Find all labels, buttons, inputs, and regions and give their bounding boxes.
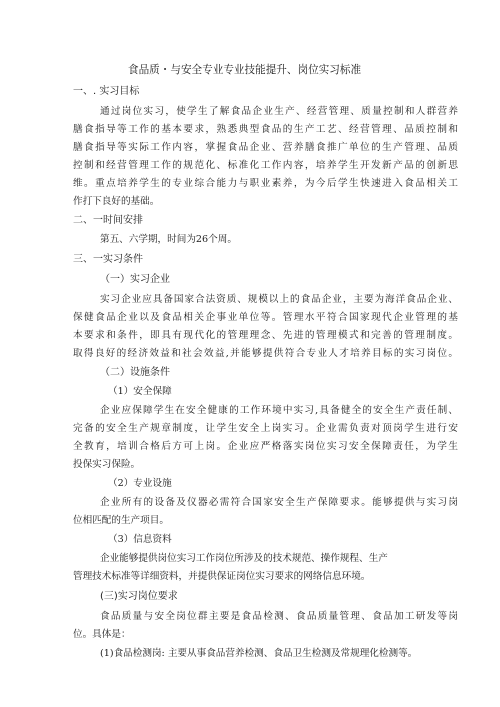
item-heading-safety: （1）安全保障 <box>108 386 172 397</box>
paragraph-line: 企业能够提供岗位实习工作岗位所涉及的技术规范、操作规程、生产 <box>100 553 388 564</box>
paragraph-line: 维。重点培养学生的专业综合能力与职业素养，为今后学生快速进入食品相关工 <box>73 178 458 189</box>
paragraph-line: 膳食指导等工作的基本要求，熟悉典型食品的生产工艺、经营管理、品质控制和 <box>73 124 458 135</box>
section-heading-schedule: 二、一时间安排 <box>73 215 143 226</box>
paragraph-line: 位。具体是： <box>73 629 131 640</box>
paragraph-line: 控制和经营管理工作的规范化、标准化工作内容，培养学生开发新产品的创新思 <box>73 160 458 171</box>
paragraph-line: 第五、六学期，时间为26个周。 <box>100 234 237 245</box>
paragraph-line: 企业所有的设备及仪器必需符合国家安全生产保障要求。能够提供与实习岗 <box>100 497 458 508</box>
subsection-heading-facilities: （二）设施条件 <box>100 367 170 378</box>
paragraph-line: 位相匹配的生产项目。 <box>73 515 169 526</box>
page-title: 食品质・与安全专业专业技能提升、岗位实习标准 <box>128 64 362 76</box>
section-heading-conditions: 三、一实习条件 <box>73 254 143 265</box>
paragraph-line: 实习企业应具备国家合法资质、规模以上的食品企业，主要为海洋食品企业、 <box>100 294 458 305</box>
list-item: (1)食品检测岗: 主要从事食品营养检测、食品卫生检测及常规理化检测等。 <box>100 648 418 659</box>
paragraph-line: 膳食指导等实际工作内容，掌握食品企业、营养膳食推广单位的生产管理、品质 <box>73 142 458 153</box>
item-heading-information: （3）信息资料 <box>108 534 172 545</box>
paragraph-line: 完备的安全生产规章制度，让学生安全上岗实习。企业需负责对顶岗学生进行安 <box>73 423 458 434</box>
paragraph-line: 投保实习保险。 <box>73 459 141 470</box>
paragraph-line: 作打下良好的基础。 <box>73 196 160 207</box>
section-heading-goals: 一、. 实习目标 <box>73 86 140 97</box>
paragraph-line: 食品质量与安全岗位群主要是食品检测、食品质量管理、食品加工研发等岗 <box>100 611 458 622</box>
subsection-heading-enterprise: （一）实习企业 <box>100 274 170 285</box>
paragraph-line: 管理技术标准等详细资料，并提供保证岗位实习要求的网络信息环境。 <box>73 571 371 582</box>
item-heading-equipment: （2）专业设施 <box>108 478 172 489</box>
paragraph-line: 通过岗位实习，使学生了解食品企业生产、经营管理、质量控制和人群营养 <box>100 106 458 117</box>
subsection-heading-positions: (三)实习岗位要求 <box>100 591 178 602</box>
paragraph-line: 全教育，培训合格后方可上岗。企业应严格落实岗位实习安全保障责任，为学生 <box>73 441 458 452</box>
paragraph-line: 企业应保障学生在安全健康的工作环境中实习,具备健全的安全生产责任制、 <box>100 405 458 416</box>
paragraph-line: 取得良好的经济效益和社会效益,并能够提供符合专业人才培养目标的实习岗位。 <box>73 348 458 359</box>
paragraph-line: 本要求和条件，即具有现代化的管理理念、先进的管理模式和完善的管理制度。 <box>73 330 458 341</box>
paragraph-line: 保健食品企业以及食品相关企事业单位等。管理水平符合国家现代企业管理的基 <box>73 312 458 323</box>
